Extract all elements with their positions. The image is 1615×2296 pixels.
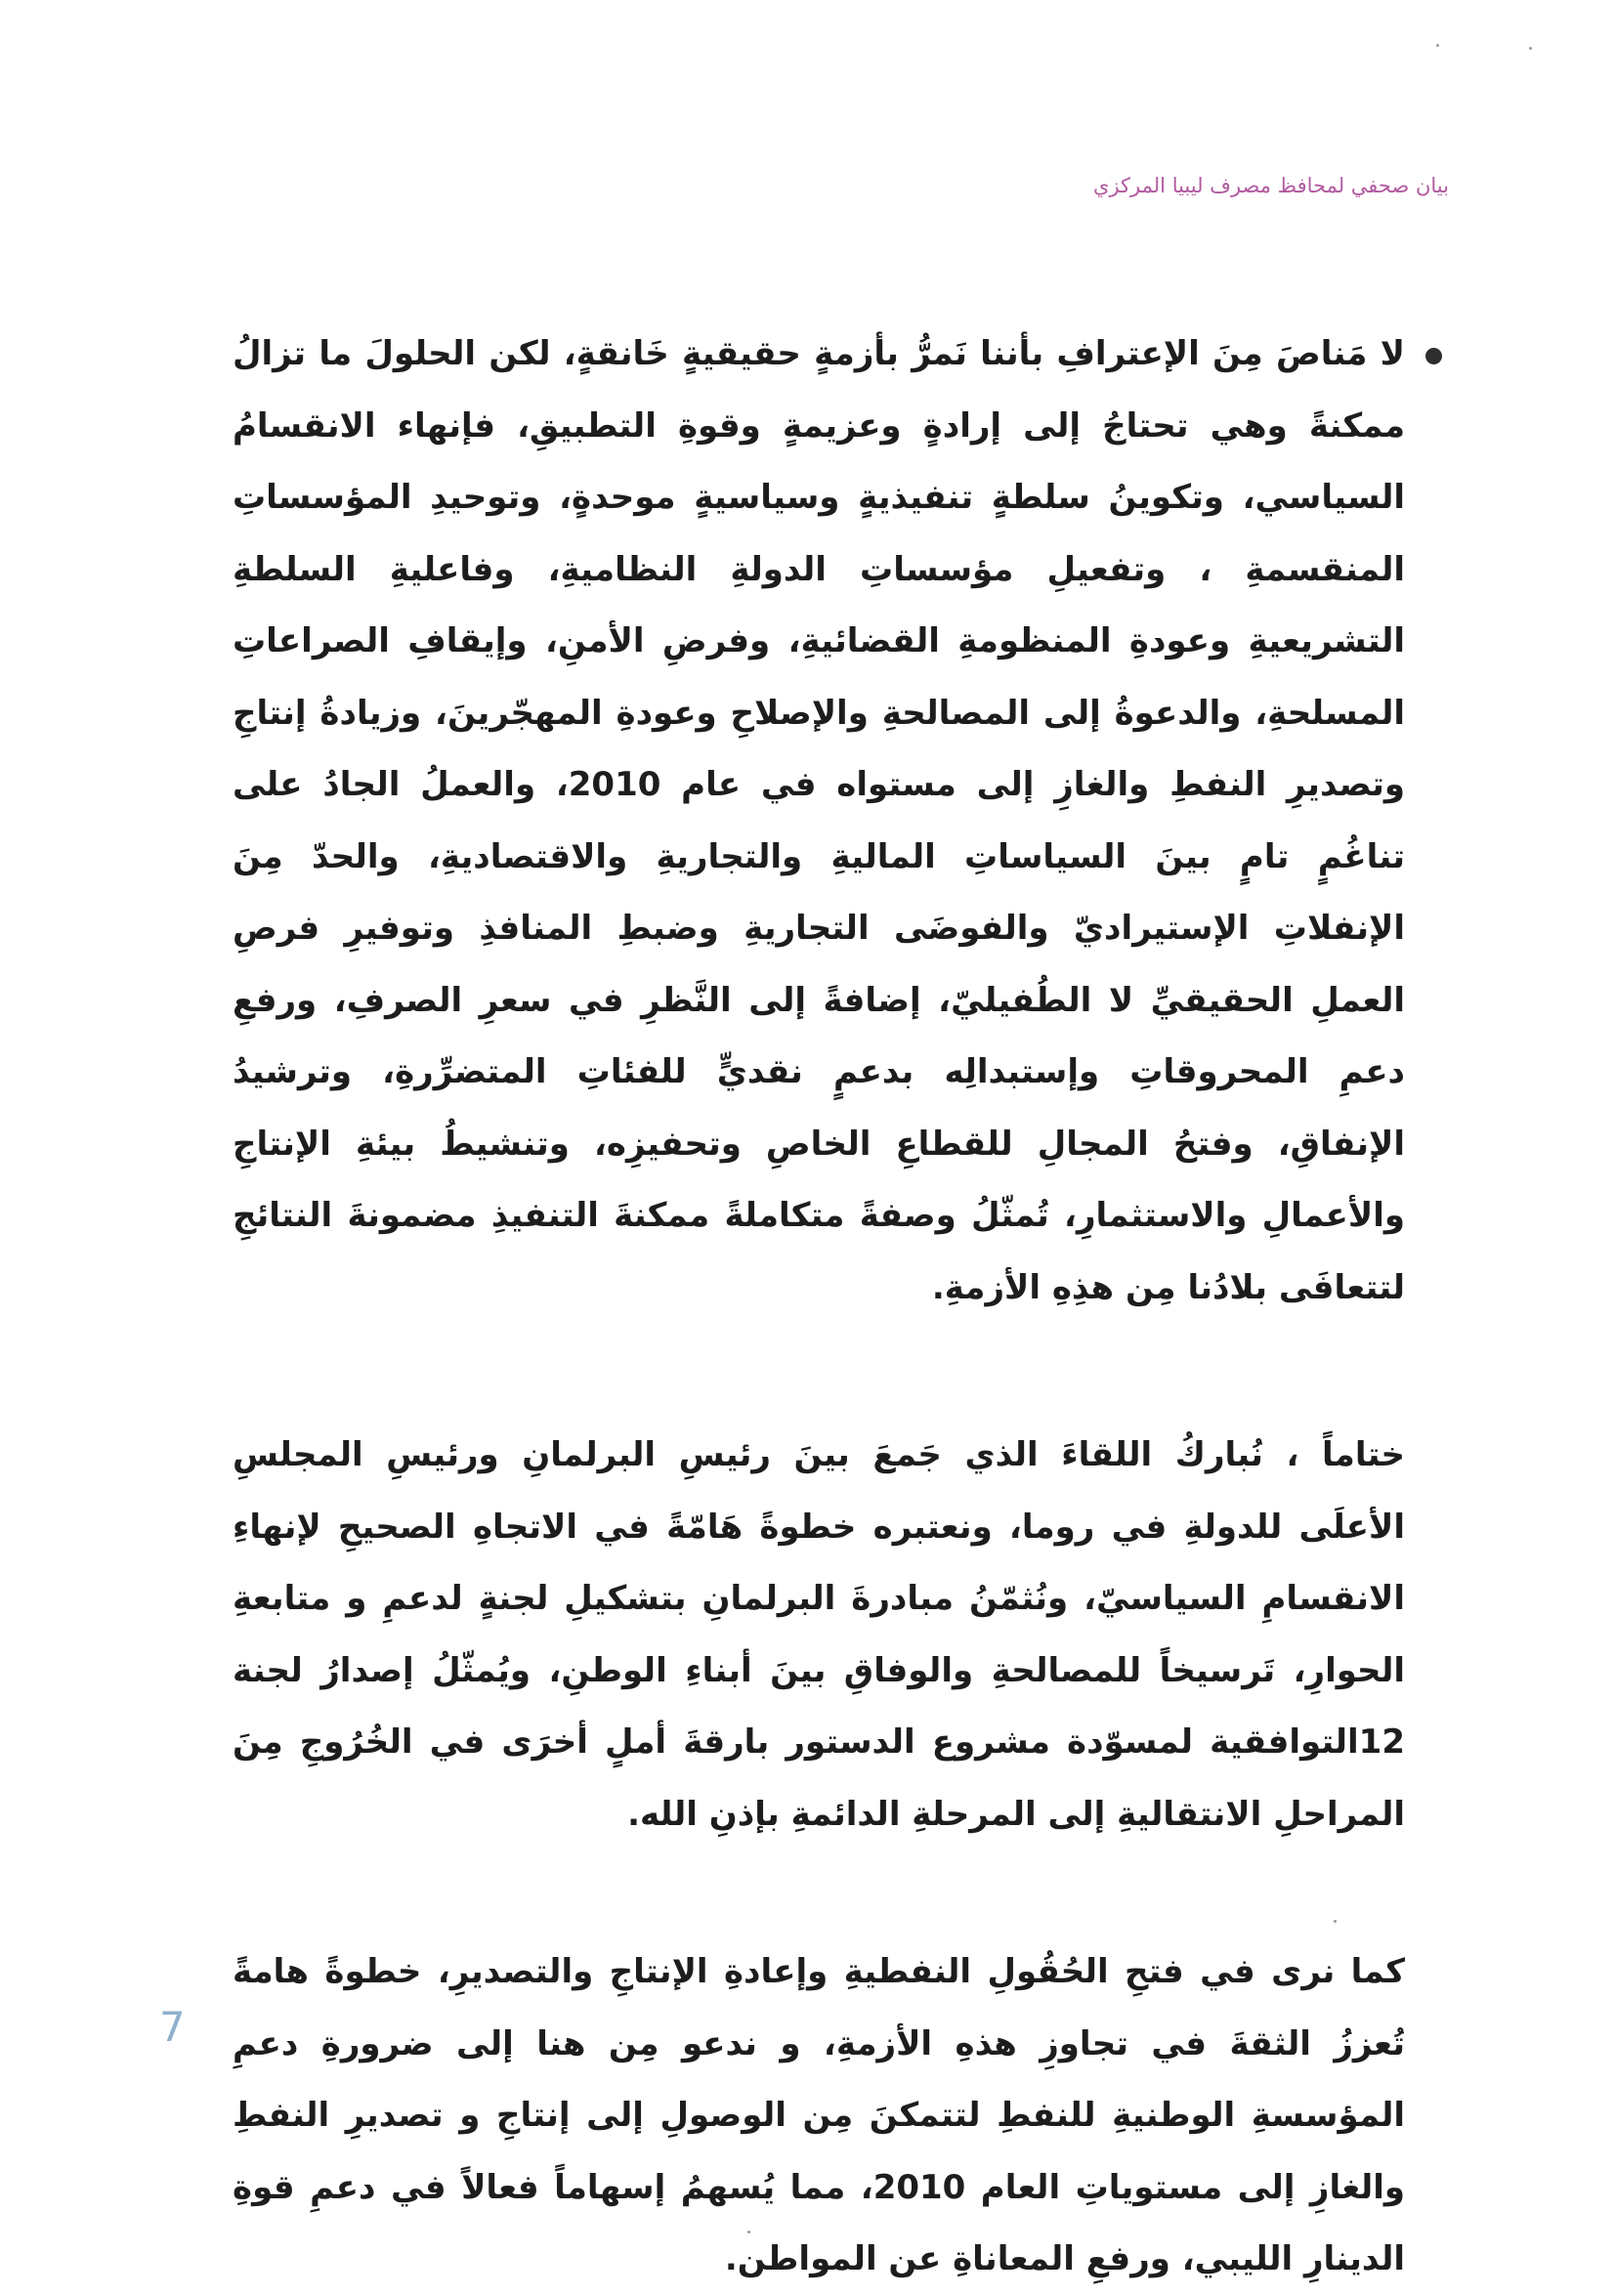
paragraph-spacer: [233, 1850, 1405, 1936]
scan-artifact: [1334, 1920, 1337, 1923]
paragraph-spacer: [233, 1324, 1405, 1420]
bullet-paragraph-text: لا مَناصَ مِنَ الإعترافِ بأننا نَمرُّ بأزمةٍ حقيقيةٍ خَانقةٍ، لكن الحلولَ ما تزالُ ممكنةً وهي تحتاجُ إلى إرادةٍ وعزيمةٍ وقوةِ التطبيقِ، فإنهاء الانقسامُ السياسي، وتكوينُ سلطةٍ تنفيذيةٍ وسياسيةٍ موحدةٍ، وتوحيدِ المؤسساتِ المنقسمةِ ، وتفعيلِ مؤسساتِ الدولةِ النظاميةِ، وفاعليةِ السلطةِ التشريعيةِ وعودةِ المنظومةِ القضائيةِ، وفرضِ الأمنِ، وإيقافِ الصراعاتِ المسلحةِ، والدعوةُ إلى المصالحةِ والإصلاحِ وعودةِ المهجّرينَ، وزيادةُ إنتاجِ وتصديرِ النفطِ والغازِ إلى مستواه في عام 2010، والعملُ الجادُ على تناغُمٍ تامٍ بينَ السياساتِ الماليةِ والتجاريةِ والاقتصاديةِ، والحدّ مِنَ الإنفلاتِ الإستيراديّ والفوضَى التجاريةِ وضبطِ المنافذِ وتوفيرِ فرصِ العملِ الحقيقيِّ لا الطُفيليّ، إضافةً إلى النَّظرِ في سعرِ الصرفِ، ورفعِ دعمِ المحروقاتِ وإستبدالِه بدعمٍ نقديٍّ للفئاتِ المتضرِّرةِ، وترشيدُ الإنفاقِ، وفتحُ المجالِ للقطاعِ الخاصِ وتحفيزِه، وتنشيطُ بيئةِ الإنتاجِ والأعمالِ والاستثمارِ، تُمثّلُ وصفةً متكاملةً ممكنةَ التنفيذِ مضمونةَ النتائجِ لتتعافَى بلادُنا مِن هذِهِ الأزمةِ.: [233, 334, 1405, 1307]
bullet-icon: [1425, 348, 1442, 364]
scan-artifact: [747, 2231, 750, 2233]
oil-paragraph: كما نرى في فتحِ الحُقُولِ النفطيةِ وإعادةِ الإنتاجِ والتصديرِ، خطوةً هامةً تُعززُ الثقةَ في تجاوزِ هذهِ الأزمةِ، و ندعو مِن هنا إلى ضرورةِ دعمِ المؤسسةِ الوطنيةِ للنفطِ لتتمكنَ مِن الوصولِ إلى إنتاجِ و تصديرِ النفطِ والغازِ إلى مستوياتِ العام 2010، مما يُسهمُ إسهاماً فعالاً في دعمِ قوةِ الدينارِ الليبي، ورفعِ المعاناةِ عن المواطن.: [233, 1952, 1406, 2278]
bullet-paragraph: [233, 319, 1405, 1324]
page-number: 7: [159, 2003, 186, 2051]
closing-paragraph: ختاماً ، نُباركُ اللقاءَ الذي جَمعَ بينَ رئيسِ البرلمانِ ورئيسِ المجلسِ الأعلَى للدولةِ في روما، ونعتبره خطوةً هَامّةً في الاتجاهِ الصحيحِ لإنهاءِ الانقسامِ السياسيّ، ونُثمّنُ مبادرةَ البرلمانِ بتشكيلِ لجنةٍ لدعمِ و متابعةِ الحوارِ، تَرسيخاً للمصالحةِ والوفاقِ بينَ أبناءِ الوطنِ، ويُمثّلُ إصدارُ لجنة 12التوافقية لمسوّدة مشروع الدستور بارقةَ أملٍ أخرَى في الخُرُوجِ مِنَ المراحلِ الانتقاليةِ إلى المرحلةِ الدائمةِ بإذنِ الله.: [233, 1435, 1405, 1834]
scan-artifact: [1529, 47, 1532, 50]
scan-artifact: [1436, 44, 1439, 47]
running-header: بيان صحفي لمحافظ مصرف ليبيا المركزي: [1093, 174, 1449, 197]
body-text: [233, 319, 1405, 2296]
